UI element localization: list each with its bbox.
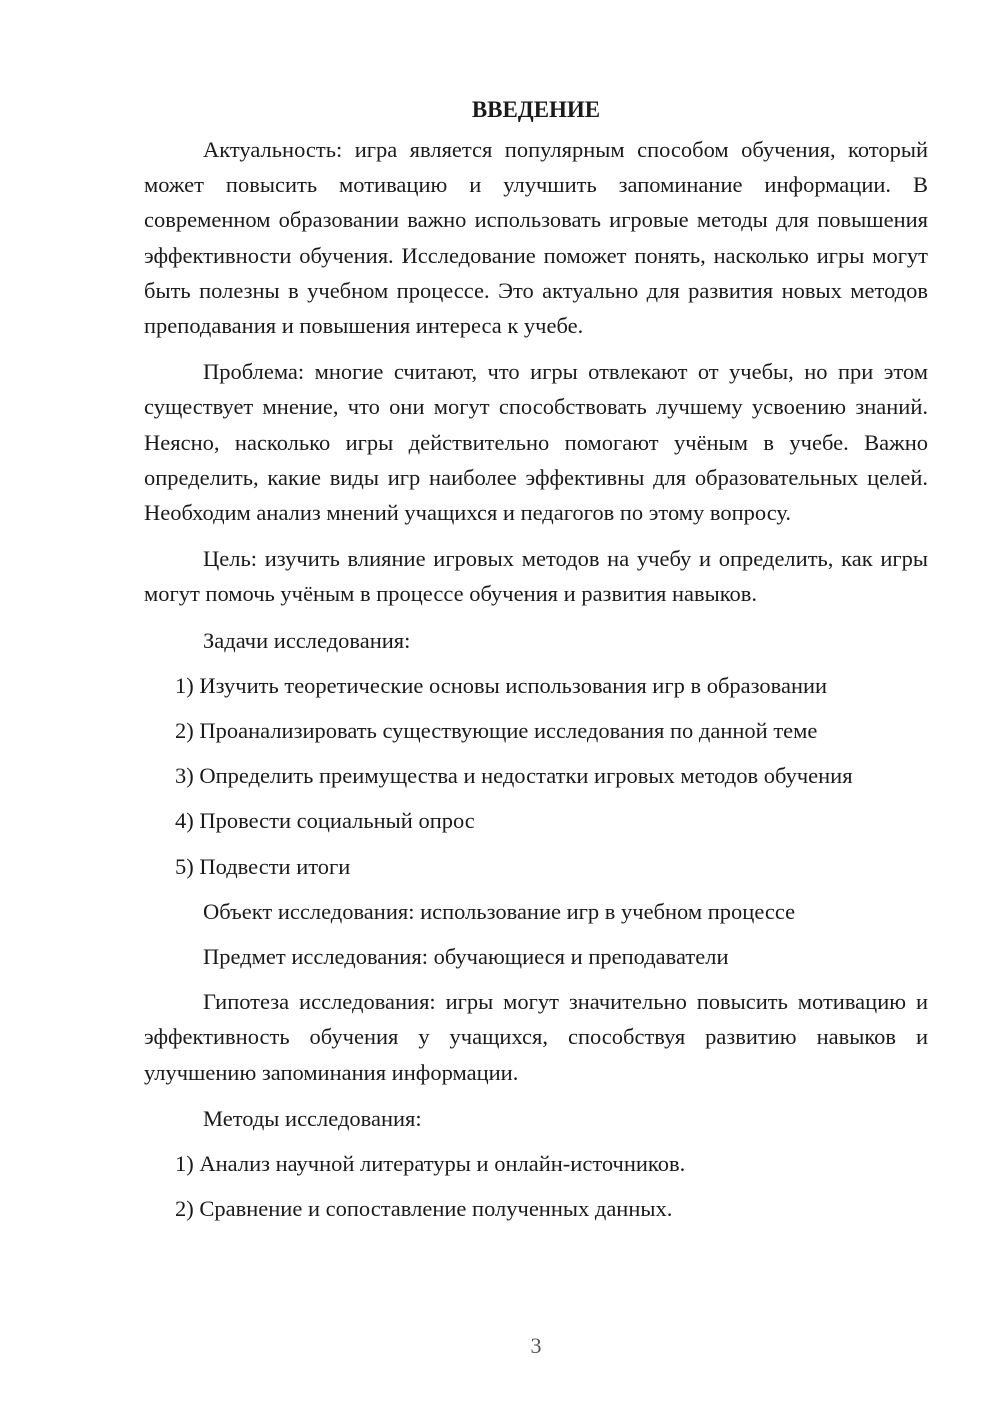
research-subject: Предмет исследования: обучающиеся и преподаватели [203,944,729,970]
task-item: 4) Провести социальный опрос [175,808,475,834]
task-item: 3) Определить преимущества и недостатки игровых методов обучения [175,763,853,789]
task-item: 5) Подвести итоги [175,853,351,879]
methods-heading: Методы исследования: [203,1105,422,1131]
page-title: ВВЕДЕНИЕ [471,97,601,122]
problem-paragraph: Проблема: многие считают, что игры отвлекают от учебы, но при этом существует мнение, что они могут способствовать лучшему усвоению знаний. Неясно, насколько игры действительно помогают учёным в учебе. Важно определить, какие виды игр наиболее эффективны для образовательных целей. Необходим анализ мнений учащихся и педагогов по этому вопросу. [144,359,928,526]
hypothesis-paragraph: Гипотеза исследования: игры могут значительно повысить мотивацию и эффективность обучения у учащихся, способствуя развитию навыков и улучшению запоминания информации. [144,989,928,1085]
page-content [144,92,928,1236]
task-item: 1) Изучить теоретические основы использования игр в образовании [175,672,828,698]
page-number: 3 [530,1333,542,1358]
relevance-paragraph: Актуальность: игра является популярным способом обучения, который может повысить мотивацию и улучшить запоминание информации. В современном образовании важно использовать игровые методы для повышения эффективности обучения. Исследование поможет понять, насколько игры могут быть полезны в учебном процессе. Это актуально для развития новых методов преподавания и повышения интереса к учебе. [144,137,928,339]
methods-list [144,1146,928,1226]
tasks-list [144,668,928,884]
research-object: Объект исследования: использование игр в учебном процессе [203,898,796,924]
task-item: 2) Проанализировать существующие исследования по данной теме [175,718,818,744]
method-item: 2) Сравнение и сопоставление полученных данных. [175,1196,673,1222]
tasks-heading: Задачи исследования: [203,627,411,653]
goal-paragraph: Цель: изучить влияние игровых методов на учебу и определить, как игры могут помочь учёным в процессе обучения и развития навыков. [144,546,928,607]
method-item: 1) Анализ научной литературы и онлайн-источников. [175,1151,686,1177]
